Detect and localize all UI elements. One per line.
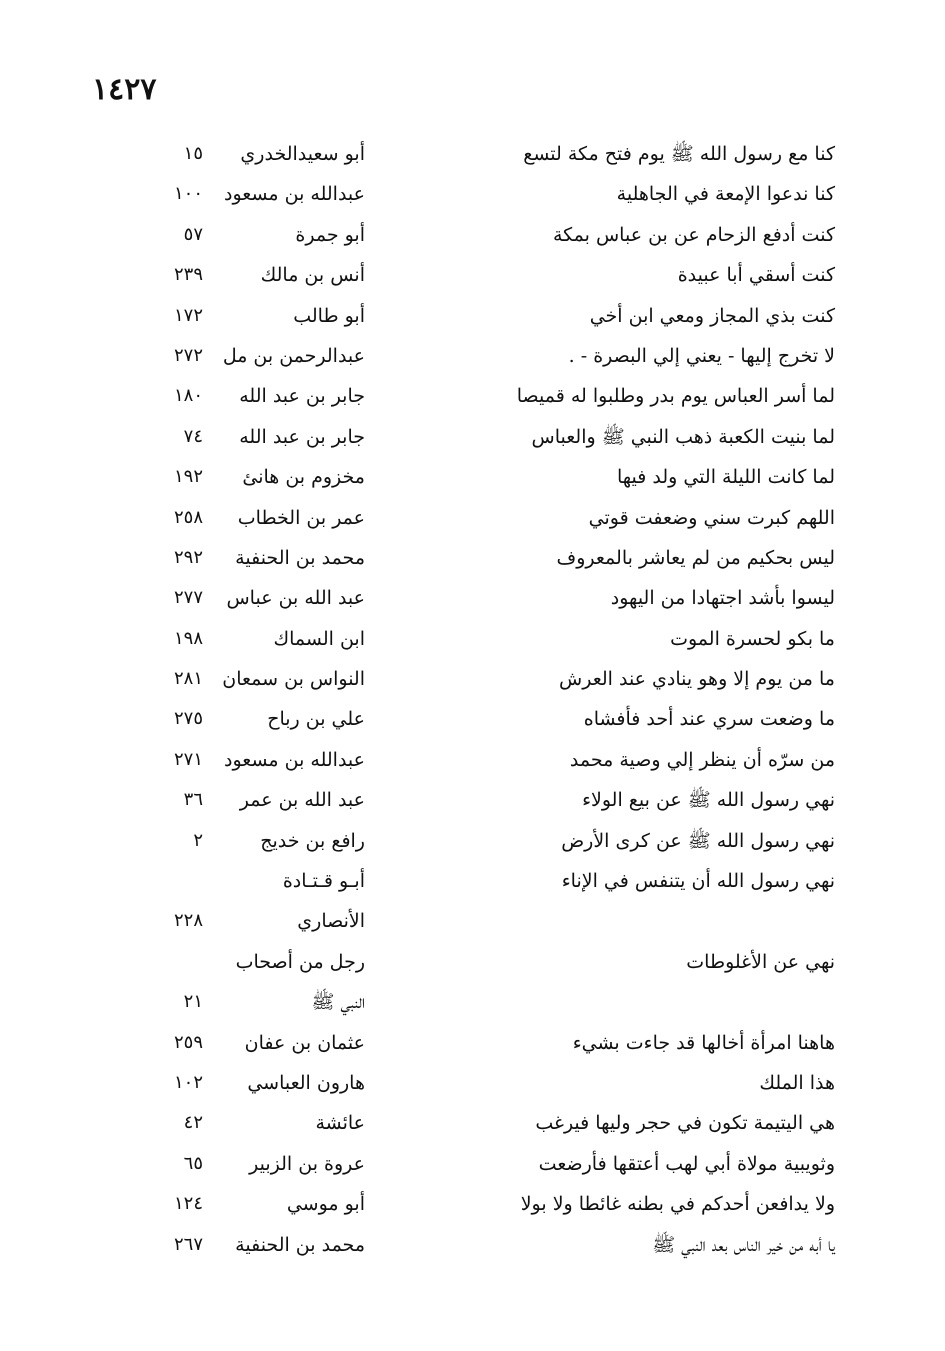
narrator-name: أنس بن مالك (260, 264, 365, 287)
narrator-name: جابر بن عبد الله (239, 425, 365, 448)
hadith-text: ليس بحكيم من لم يعاشر بالمعروف (556, 546, 835, 569)
hadith-text: نهي رسول الله ﷺ عن كرى الأرض (561, 829, 835, 852)
reference-number: ٣٦ (183, 789, 203, 811)
reference-number: ٢٥٨ (173, 506, 203, 528)
reference-number: ١٧٢ (173, 304, 203, 326)
reference-number (133, 861, 203, 901)
hadith-text: ليسوا بأشد اجتهادا من اليهود (610, 587, 835, 610)
hadith-text: هذا الملك (759, 1071, 835, 1094)
reference-number: ٢١ (183, 991, 203, 1013)
narrator-name: رافع بن خديج (260, 829, 365, 852)
narrator-name: رجل من أصحاب (235, 950, 365, 973)
reference-number: ٢٨١ (173, 668, 203, 690)
hadith-text: ولا يدافعن أحدكم في بطنه غائطا ولا بولا (520, 1193, 835, 1216)
hadith-text: من سرّه أن ينظر إلي وصية محمد (569, 748, 835, 771)
index-row (0, 659, 945, 699)
index-row (0, 417, 945, 457)
narrator-name: محمد بن الحنفية (235, 546, 365, 569)
index-row (0, 821, 945, 861)
reference-number: ٢٧٧ (173, 587, 203, 609)
reference-number (133, 942, 203, 982)
reference-number: ٢ (193, 829, 203, 851)
narrator-name: الأنصاري (297, 910, 365, 933)
reference-number: ٢٦٧ (173, 1233, 203, 1255)
narrator-name: النواس بن سمعان (222, 668, 365, 691)
index-row (0, 376, 945, 416)
reference-number: ٢٧١ (173, 748, 203, 770)
narrator-name: عروة بن الزبير (249, 1152, 365, 1175)
hadith-text: لما كانت الليلة التي ولد فيها (616, 466, 835, 489)
reference-number: ٦٥ (183, 1152, 203, 1174)
hadith-text: كنا ندعوا الإمعة في الجاهلية (616, 183, 835, 206)
index-row (0, 982, 945, 1022)
reference-number: ٤٢ (183, 1112, 203, 1134)
narrator-name: مخزوم بن هانئ (242, 466, 365, 489)
index-row (0, 538, 945, 578)
index-row (0, 457, 945, 497)
index-row (0, 1144, 945, 1184)
hadith-text: وثويبية مولاة أبي لهب أعتقها فأرضعت (538, 1152, 835, 1175)
index-row (0, 174, 945, 214)
hadith-text: لما أسر العباس يوم بدر وطلبوا له قميصا (516, 385, 835, 408)
narrator-name: أبو موسي (286, 1193, 365, 1216)
hadith-text: اللهم كبرت سني وضعفت قوتي (588, 506, 835, 529)
reference-number: ٢٥٩ (173, 1031, 203, 1053)
reference-number: ٧٤ (183, 425, 203, 447)
hadith-text: نهي عن الأغلوطات (686, 950, 835, 973)
hadith-text: هاهنا امرأة أخالها قد جاءت بشيء (572, 1031, 835, 1054)
narrator-name: أبـو قـتـادة (282, 870, 365, 893)
reference-number: ١٩٢ (173, 466, 203, 488)
narrator-name: هارون العباسي (247, 1071, 365, 1094)
index-row (0, 780, 945, 820)
index-row (0, 699, 945, 739)
narrator-name: ابن السماك (273, 627, 365, 650)
reference-number: ٥٧ (183, 223, 203, 245)
hadith-text: لما بنيت الكعبة ذهب النبي ﷺ والعباس (531, 425, 835, 448)
index-row (0, 296, 945, 336)
narrator-name: عمر بن الخطاب (237, 506, 365, 529)
narrator-name: عبد الله بن عمر (239, 789, 365, 812)
index-row (0, 861, 945, 901)
narrator-name: محمد بن الحنفية (235, 1233, 365, 1256)
reference-number: ١٩٨ (173, 627, 203, 649)
hadith-text (475, 982, 835, 1022)
narrator-name: أبو طالب (293, 304, 365, 327)
index-row (0, 1023, 945, 1063)
page-number: ١٤٢٧ (92, 72, 157, 107)
hadith-text: كنت أسقي أبا عبيدة (677, 264, 835, 287)
reference-number: ٢٧٥ (173, 708, 203, 730)
reference-number: ٢٧٢ (173, 344, 203, 366)
index-row (0, 1063, 945, 1103)
index-row (0, 578, 945, 618)
index-row (0, 1225, 945, 1265)
index-row (0, 901, 945, 941)
narrator-name: عبدالله بن مسعود (224, 748, 365, 771)
index-row (0, 255, 945, 295)
index-row (0, 1103, 945, 1143)
hadith-text: ما من يوم إلا وهو ينادي عند العرش (559, 668, 835, 691)
hadith-text: نهي رسول الله ﷺ عن بيع الولاء (582, 789, 835, 812)
hadith-text: هي اليتيمة تكون في حجر وليها فيرغب (535, 1112, 835, 1135)
narrator-name: عثمان بن عفان (244, 1031, 365, 1054)
narrator-name: النبي ﷺ (311, 991, 365, 1014)
hadith-text: كنت بذي المجاز ومعي ابن أخي (589, 304, 835, 327)
hadith-text (475, 901, 835, 941)
narrator-name: عبدالرحمن بن مل (222, 344, 365, 367)
reference-number: ١٨٠ (173, 385, 203, 407)
index-row (0, 740, 945, 780)
hadith-text: ما وضعت سري عند أحد فأفشاه (583, 708, 835, 731)
index-row (0, 1184, 945, 1224)
narrator-name: عبدالله بن مسعود (224, 183, 365, 206)
hadith-text: نهي رسول الله أن يتنفس في الإناء (561, 870, 835, 893)
hadith-text: يا أبه من خير الناس بعد النبي ﷺ (652, 1233, 835, 1256)
reference-number: ١٥ (183, 143, 203, 164)
index-row (0, 942, 945, 982)
hadith-index-table (0, 134, 945, 1265)
index-row (0, 619, 945, 659)
reference-number: ١٢٤ (173, 1193, 203, 1215)
reference-number: ١٠٠ (173, 183, 203, 205)
hadith-text: كنت أدفع الزحام عن بن عباس بمكة (552, 223, 835, 246)
reference-number: ٢٢٨ (173, 910, 203, 932)
index-row (0, 336, 945, 376)
index-row (0, 134, 945, 174)
narrator-name: أبو سعيدالخدري (240, 143, 365, 165)
hadith-text: لا تخرج إليها - يعني إلي البصرة - . (568, 344, 835, 367)
index-row (0, 498, 945, 538)
reference-number: ٢٣٩ (173, 264, 203, 286)
hadith-text: كنا مع رسول الله ﷺ يوم فتح مكة لتسع (523, 143, 835, 165)
hadith-text: ما بكو لحسرة الموت (670, 627, 835, 650)
narrator-name: عائشة (315, 1112, 365, 1135)
narrator-name: جابر بن عبد الله (239, 385, 365, 408)
reference-number: ٢٩٢ (173, 546, 203, 568)
reference-number: ١٠٢ (173, 1071, 203, 1093)
narrator-name: أبو جمرة (295, 223, 365, 246)
narrator-name: عبد الله بن عباس (226, 587, 365, 610)
index-row (0, 215, 945, 255)
narrator-name: علي بن رباح (267, 708, 365, 731)
